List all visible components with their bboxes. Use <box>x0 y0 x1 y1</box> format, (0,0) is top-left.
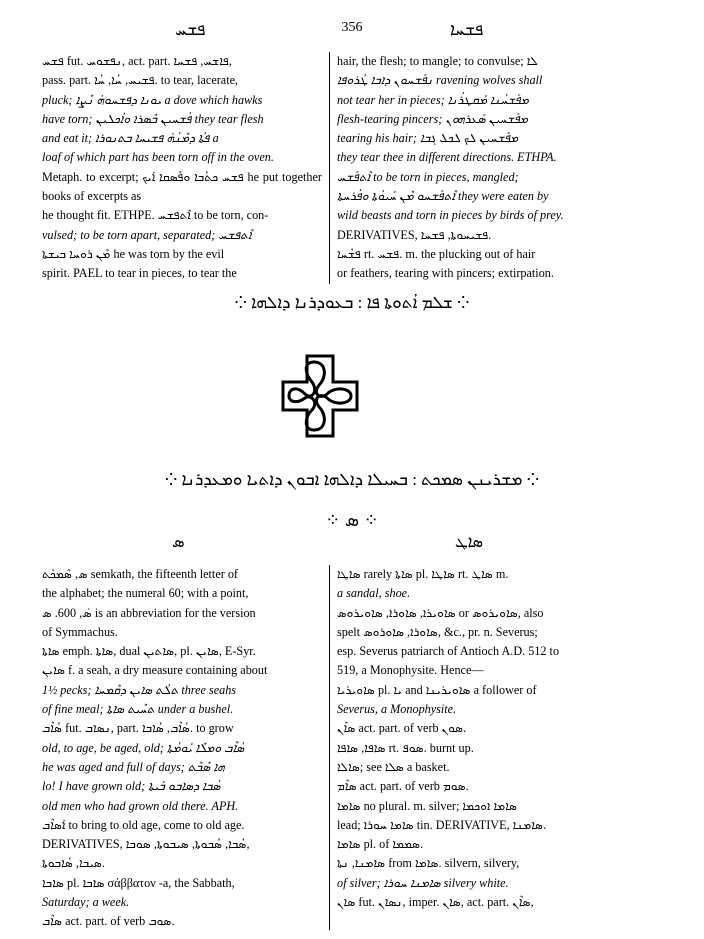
entry-line: ܣܳܐܶܒ fut. ܢܣܐܒ, part. ܣܳܐܶܒ, ܣܳܐܒܐ. to grow <box>42 721 234 736</box>
entry-line: ܣܐܦܐ, ܣܐܦܐ rt. ܣܘܦ. burnt up. <box>337 740 474 755</box>
entry-line: ܣܐܡܐ pl. of ܣܡܡܐ. <box>337 837 424 852</box>
entry-line: ܣܐܘܝܪܐ, ܣܐܘܪܐ, ܣܐܘܝܪܘܣ or ܣܐܘܝܪܘܣ, also <box>337 605 544 620</box>
entry-line: lo! I have grown old; ܣܳܒܐ ܕܣܐܒܘ ܒܰܝܬܐ <box>42 779 221 794</box>
page-number: 356 <box>341 20 363 35</box>
header-left-word: ܦܫܚ <box>175 20 206 39</box>
section-end-title: ⁘ ܫܠܡ ܐܳܬܘܬܐ ܦܐ : ܒܥܘܕܪܢܐ ܕܐܠܗܐ ⁘ <box>234 293 470 312</box>
entry-line: flesh-tearing pincers; ܡܦܰܫܚܝܢ ܣܰܥܪܗܘܢ <box>337 111 528 126</box>
entry-line: ܐܶܬܦܰܫܚ to be torn in pieces, mangled; <box>337 169 519 184</box>
bottom-right-column <box>337 565 618 912</box>
entry-line: Severus, a Monophysite. <box>337 702 457 717</box>
entry-line: vulsed; to be torn apart, separated; ܐܶܬܦܫܚ <box>42 227 252 242</box>
entry-line: loaf of which part has been torn off in the oven. <box>42 150 274 165</box>
entry-line: hair, the flesh; to mangle; to convulse; ܠܐ <box>337 54 538 68</box>
running-header <box>0 20 704 42</box>
entry-line: ܣܐܠܐ; see ܣܠܐ a basket. <box>337 759 450 774</box>
entry-line: of silver; ܣܐܡܢܐ ܚܘܪܐ silvery white. <box>337 875 509 890</box>
column-divider <box>329 52 330 284</box>
entry-line: ܣܐܘܝܪܝܐ pl. ܝܐ and ܣܐܘܝܪܝܢܐ a follower of <box>337 682 537 697</box>
entry-line: a sandal, shoe. <box>337 586 411 601</box>
entry-line: 519, a Monophysite. Hence— <box>337 663 484 678</box>
entry-line: ܣܐܛܐ rarely ܣܐܬܐ pl. ܣܐܛܐ rt. ܣܐܛ m. <box>337 567 509 581</box>
entry-line: ܣܐܢ fut. ܢܣܐܢ, imper. ܣܐܢ, act. part. ܣܐܶܢ, <box>337 895 534 910</box>
entry-line: or feathers, tearing with pincers; extirpation. <box>337 266 554 281</box>
entry-line: esp. Severus patriarch of Antioch A.D. 512 to <box>337 644 560 659</box>
entry-line: ܐܰܣܐܶܒ to bring to old age, come to old age. <box>42 817 245 832</box>
knot-ornament-icon <box>281 354 359 438</box>
entry-line: ܡܶܢ ܪܘܚܐ ܒܝܫܬܐ he was torn by the evil <box>42 246 225 261</box>
entry-line: wild beasts and torn in pieces by birds of prey. <box>337 208 564 223</box>
entry-line: tearing his hair; ܡܦܰܫܚܝܢ ܠܟ ܠܟܠ ܓܒܐ <box>337 131 519 146</box>
entry-line: and eat it; ܦܬܳܐ ܕܡܶܢܳܗ̇ ܦܫܝܚܐ ܒܬܢܘܪܐ a <box>42 131 219 146</box>
top-right-column <box>337 52 618 284</box>
entry-line: spirit. PAEL to tear in pieces, to tear the <box>42 266 237 281</box>
entry-line: of fine meal; ܬܚܶܝܬ ܣܐܬܐ under a bushel. <box>42 702 234 717</box>
letter-heading: ⁘ ܣ ⁘ <box>325 510 379 530</box>
entry-line: ܐܶܬܦܰܫܚܘ ܡܶܢ ܚܰܝܘܳܬܐ ܘܦܳܪܚܬܐ they were eaten by <box>337 189 549 204</box>
top-left-column <box>42 52 322 284</box>
entry-line: he thought fit. ETHPE. ܐܶܬܦܫܚ to be torn, con- <box>42 208 269 223</box>
entry-line: ܦܫܳܚܐ rt. ܦܫܚ. m. the plucking out of hair <box>337 246 536 261</box>
entry-line: ܣܐܒܐ pl. ܣܐܒܐ σάββατον -a, the Sabbath, <box>42 875 235 890</box>
header-right-word: ܦܫܚܐ <box>450 20 484 39</box>
entry-line: ܣܐܶܡ act. part. of verb ܣܘܡ. <box>337 779 469 794</box>
entry-line: ܣܐܡܢܐ, ܢܬܐ from ܣܐܡܐ. silvern, silvery, <box>337 856 520 871</box>
entry-line: DERIVATIVES, ܦܫܝܚܘܬܐ, ܦܫܚܐ. <box>337 227 492 242</box>
bottom-left-column <box>42 565 322 932</box>
column-head-right: ܣܐܛ <box>455 534 483 551</box>
entry-line: of Symmachus. <box>42 624 118 639</box>
entry-line: ܢܦܰܫܚܘܢ ܕܐܒܐ ܛܳܪܘܦܐ ravening wolves shall <box>337 73 543 88</box>
entry-line: DERIVATIVES, ܣܳܒܐ, ܣܳܒܘܬܐ, ܣܝܒܘܬܐ, ܣܘܒܐ, <box>42 837 250 852</box>
entry-line: ܣܐܝܢ f. a seah, a dry measure containing about <box>42 663 268 678</box>
entry-line: they tear thee in different directions. ETHPA. <box>337 150 557 165</box>
entry-line: Metaph. to excerpt; ܦܫܚ ܟܬܳܒܐ ܘܦܶܣܩܐ ܐܰܝܟ he put together books of excerpts as <box>42 169 322 204</box>
entry-line: ܣ̇, 600. ܣ is an abbreviation for the version <box>42 605 256 620</box>
entry-line: ܣܐܬܐ emph. ܣܐܬܐ, dual ܣܐܬܝܢ, pl. ܣܐܝܢ, E-Syr. <box>42 644 256 659</box>
entry-line: old, to age, be aged, old; ܣܳܐܶܒ ܘܡܠܶܐ ܝܰܘܡܳܬܐ <box>42 740 245 755</box>
entry-line: lead; ܣܐܡܐ ܚܘܪܐ tin. DERIVATIVE, ܣܐܡܢܐ. <box>337 817 547 832</box>
entry-line: ܣܐܶܢ act. part. of verb ܣܘܢ. <box>337 721 467 736</box>
entry-line: ܣܐܡܐ no plural. m. silver; ܣܐܡܐ ܐܘܟܡܐ <box>337 798 518 813</box>
entry-line: the alphabet; the numeral 60; with a point, <box>42 586 249 601</box>
entry-line: Saturday; a week. <box>42 895 130 910</box>
column-head-left: ܣ <box>172 534 185 551</box>
entry-line: ܦܫܚ fut. ܢܦܫܘܚ, act. part. ܦܐܫܚ, ܦܫܚܐ, <box>42 54 232 68</box>
entry-line: not tear her in pieces; ܡܦܰܫܚܳܢܐ ܡܰܩܛܪܳܢܐ <box>337 92 529 107</box>
entry-line: pass. part. ܦܫܝܚ, ܚܳܐ, ܚܳܐ. to tear, lacerate, <box>42 73 239 88</box>
entry-line: have torn; ܦܳܫܚܝܢ ܒܶܣܪܐ ܘܐܳܟܠܝܢ they tear flesh <box>42 111 264 126</box>
entry-line: ܣܐܶܒ act. part. of verb ܣܘܒ. <box>42 914 175 929</box>
entry-line: ܣ, ܣܶܡܟܰܬ semkath, the fifteenth letter of <box>42 567 238 581</box>
entry-line: old men who had grown old there. APH. <box>42 798 239 813</box>
entry-line: pluck; ܝܘܢܐ ܕܦܫܚܘܗ̇ ܢܶܨܐ a dove which hawks <box>42 92 263 107</box>
entry-line: ܣܝܒܐ, ܣܳܐܒܘܬܐ. <box>42 856 105 871</box>
entry-line: spelt ܣܐܘܪܐ, ܣܐܘܪܘܣ, &c., pr. n. Severus; <box>337 624 538 639</box>
section-start-title: ⁘ ܡܫܪܝܢܢ ܣܡܟܬ : ܒܚܝܠܐ ܕܐܠܗܐ ܐܒܘܢ ܕܐܬܝܐ ܘܡܥܕܪܢܐ ⁘ <box>165 470 539 489</box>
entry-line: he was aged and full of days; ܗܐ ܣܶܒܶܬ <box>42 759 225 774</box>
entry-line: 1½ pecks; ܬܠܳܬ ܣܐܝܢ ܕܩܶܡܚܐ three seahs <box>42 682 237 697</box>
column-divider <box>329 565 330 930</box>
